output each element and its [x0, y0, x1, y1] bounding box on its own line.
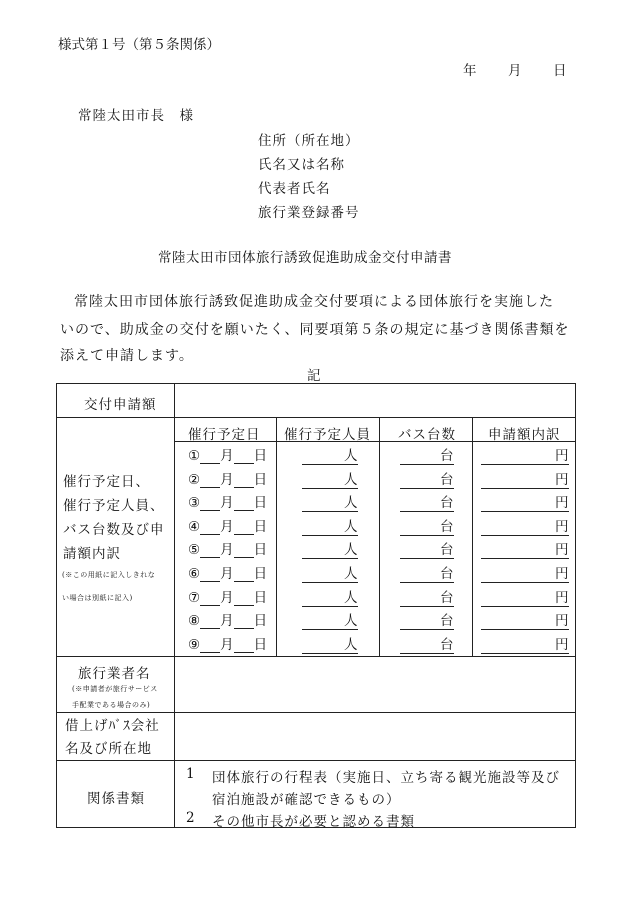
- row-bus[interactable]: [400, 515, 454, 536]
- row-people[interactable]: [302, 538, 358, 559]
- day-unit: 日: [253, 519, 268, 535]
- month-input[interactable]: [200, 496, 220, 511]
- row-people[interactable]: [302, 515, 358, 536]
- bus-input[interactable]: [400, 497, 440, 512]
- bus-input[interactable]: [400, 568, 440, 583]
- month-unit: 月: [220, 448, 234, 464]
- amount-unit: 円: [555, 613, 569, 629]
- column-header-people: 催行予定人員: [284, 427, 371, 443]
- people-input[interactable]: [302, 521, 344, 536]
- month-input[interactable]: [200, 520, 220, 535]
- applicant-name-label: 氏名又は名称: [258, 157, 345, 173]
- travel-agent-note-line-2: 手配業である場合のみ): [72, 701, 151, 709]
- month-unit: 月: [220, 519, 234, 535]
- amount-unit: 円: [555, 519, 569, 535]
- month-input[interactable]: [200, 543, 220, 558]
- related-doc-1-line-2: 宿泊施設が確認できるもの）: [212, 792, 401, 808]
- row-date[interactable]: [188, 609, 267, 629]
- people-input[interactable]: [302, 639, 344, 654]
- month-unit: 月: [220, 637, 234, 653]
- row-number: ⑤: [188, 542, 201, 558]
- row-number: ⑨: [188, 637, 201, 653]
- bus-unit: 台: [440, 613, 454, 629]
- row-number: ④: [188, 519, 201, 535]
- row-date[interactable]: [188, 468, 267, 488]
- amount-input[interactable]: [481, 592, 555, 607]
- row-number: ①: [188, 448, 201, 464]
- month-unit: 月: [220, 566, 234, 582]
- applicant-address-label: 住所（所在地）: [258, 133, 360, 149]
- row-bus[interactable]: [400, 444, 454, 465]
- amount-unit: 円: [555, 472, 569, 488]
- row-date[interactable]: [188, 586, 267, 606]
- bus-company-label-line-2: 名及び所在地: [65, 741, 152, 757]
- row-number: ⑦: [188, 590, 201, 606]
- body-line-1: 常陸太田市団体旅行誘致促進助成金交付要項による団体旅行を実施した: [74, 294, 554, 310]
- month-unit: 月: [220, 495, 234, 511]
- related-doc-1-number: 1: [186, 766, 195, 782]
- bus-input[interactable]: [400, 615, 440, 630]
- month-unit: 月: [220, 542, 234, 558]
- people-unit: 人: [344, 448, 358, 464]
- row-people[interactable]: [302, 562, 358, 583]
- day-input[interactable]: [234, 449, 254, 464]
- day-unit: 日: [253, 590, 268, 606]
- row-amount[interactable]: [481, 444, 569, 465]
- row-number: ②: [188, 472, 201, 488]
- row-number: ⑧: [188, 613, 201, 629]
- amount-input[interactable]: [481, 450, 555, 465]
- amount-input[interactable]: [481, 568, 555, 583]
- bus-input[interactable]: [400, 592, 440, 607]
- row-amount[interactable]: [481, 609, 569, 630]
- people-input[interactable]: [302, 544, 344, 559]
- travel-agent-note-line-1: (※申請者が旅行サービス: [72, 685, 158, 693]
- representative-name-label: 代表者氏名: [258, 181, 331, 197]
- day-input[interactable]: [234, 614, 254, 629]
- row-date[interactable]: [188, 538, 267, 558]
- breakdown-note-line-2: い場合は別紙に記入): [62, 594, 133, 602]
- bus-unit: 台: [440, 495, 454, 511]
- bus-unit: 台: [440, 519, 454, 535]
- row-bus[interactable]: [400, 562, 454, 583]
- row-bus[interactable]: [400, 609, 454, 630]
- people-unit: 人: [344, 590, 358, 606]
- people-unit: 人: [344, 495, 358, 511]
- people-input[interactable]: [302, 615, 344, 630]
- amount-unit: 円: [555, 495, 569, 511]
- related-docs-label: 関係書類: [87, 791, 145, 807]
- row-amount[interactable]: [481, 562, 569, 583]
- row-date[interactable]: [188, 515, 267, 535]
- amount-unit: 円: [555, 448, 569, 464]
- amount-input[interactable]: [481, 521, 555, 536]
- bus-input[interactable]: [400, 474, 440, 489]
- bus-unit: 台: [440, 542, 454, 558]
- month-input[interactable]: [200, 449, 220, 464]
- row-bus[interactable]: [400, 538, 454, 559]
- amount-unit: 円: [555, 590, 569, 606]
- row-amount[interactable]: [481, 538, 569, 559]
- amount-unit: 円: [555, 566, 569, 582]
- amount-input[interactable]: [481, 639, 555, 654]
- related-doc-1-line-1: 団体旅行の行程表（実施日、立ち寄る観光施設等及び: [212, 770, 560, 786]
- day-unit: 日: [253, 613, 268, 629]
- row-number: ③: [188, 495, 201, 511]
- row-date[interactable]: [188, 633, 267, 653]
- body-line-3: 添えて申請します。: [60, 348, 194, 364]
- bus-input[interactable]: [400, 639, 440, 654]
- people-unit: 人: [344, 566, 358, 582]
- day-input[interactable]: [234, 543, 254, 558]
- date-month-label: 月: [508, 63, 522, 79]
- row-people[interactable]: [302, 444, 358, 465]
- day-input[interactable]: [234, 496, 254, 511]
- people-unit: 人: [344, 472, 358, 488]
- row-people[interactable]: [302, 491, 358, 512]
- bus-input[interactable]: [400, 544, 440, 559]
- bus-input[interactable]: [400, 450, 440, 465]
- travel-agent-label: 旅行業者名: [78, 666, 151, 682]
- people-unit: 人: [344, 613, 358, 629]
- ki-label: 記: [307, 368, 321, 384]
- month-unit: 月: [220, 613, 234, 629]
- bus-unit: 台: [440, 472, 454, 488]
- column-header-amount: 申請額内訳: [488, 427, 561, 443]
- column-header-date: 催行予定日: [188, 427, 261, 443]
- month-input[interactable]: [200, 567, 220, 582]
- month-input[interactable]: [200, 591, 220, 606]
- bus-company-label-line-1: 借上げﾊﾞｽ会社: [65, 718, 160, 734]
- row-people[interactable]: [302, 468, 358, 489]
- row-bus[interactable]: [400, 468, 454, 489]
- row-bus[interactable]: [400, 633, 454, 654]
- breakdown-label-line-4: 請額内訳: [63, 546, 121, 562]
- row-people[interactable]: [302, 633, 358, 654]
- bus-unit: 台: [440, 448, 454, 464]
- people-input[interactable]: [302, 568, 344, 583]
- row-bus[interactable]: [400, 491, 454, 512]
- related-doc-2-line-1: その他市長が必要と認める書類: [212, 814, 415, 830]
- people-input[interactable]: [302, 592, 344, 607]
- related-doc-2-number: 2: [186, 810, 195, 826]
- document-title: 常陸太田市団体旅行誘致促進助成金交付申請書: [158, 250, 452, 266]
- date-year-label: 年: [463, 63, 477, 79]
- month-unit: 月: [220, 472, 234, 488]
- grant-amount-field[interactable]: [176, 386, 572, 414]
- breakdown-label-line-3: バス台数及び申: [63, 522, 165, 538]
- row-number: ⑥: [188, 566, 201, 582]
- row-people[interactable]: [302, 586, 358, 607]
- column-header-bus: バス台数: [398, 427, 456, 443]
- day-input[interactable]: [234, 591, 254, 606]
- day-input[interactable]: [234, 520, 254, 535]
- row-date[interactable]: [188, 491, 267, 511]
- amount-input[interactable]: [481, 474, 555, 489]
- row-amount[interactable]: [481, 491, 569, 512]
- amount-input[interactable]: [481, 497, 555, 512]
- month-input[interactable]: [200, 638, 220, 653]
- bus-input[interactable]: [400, 521, 440, 536]
- bus-unit: 台: [440, 566, 454, 582]
- form-number: 様式第１号（第５条関係）: [58, 37, 220, 53]
- day-unit: 日: [253, 542, 268, 558]
- bus-unit: 台: [440, 590, 454, 606]
- row-amount[interactable]: [481, 633, 569, 654]
- breakdown-note-line-1: (※この用紙に記入しきれな: [62, 571, 156, 579]
- addressee: 常陸太田市長 様: [78, 108, 194, 124]
- amount-unit: 円: [555, 542, 569, 558]
- month-input[interactable]: [200, 473, 220, 488]
- row-amount[interactable]: [481, 515, 569, 536]
- row-amount[interactable]: [481, 586, 569, 607]
- row-bus[interactable]: [400, 586, 454, 607]
- people-input[interactable]: [302, 497, 344, 512]
- day-input[interactable]: [234, 567, 254, 582]
- people-unit: 人: [344, 519, 358, 535]
- body-line-2: いので、助成金の交付を願いたく、同要項第５条の規定に基づき関係書類を: [60, 322, 570, 338]
- amount-input[interactable]: [481, 615, 555, 630]
- row-date[interactable]: [188, 562, 267, 582]
- day-input[interactable]: [234, 473, 254, 488]
- day-unit: 日: [253, 448, 268, 464]
- month-unit: 月: [220, 590, 234, 606]
- travel-agent-field[interactable]: [176, 659, 572, 709]
- day-unit: 日: [253, 566, 268, 582]
- month-input[interactable]: [200, 614, 220, 629]
- day-input[interactable]: [234, 638, 254, 653]
- people-unit: 人: [344, 542, 358, 558]
- day-unit: 日: [253, 495, 268, 511]
- day-unit: 日: [253, 637, 268, 653]
- bus-unit: 台: [440, 637, 454, 653]
- date-day-label: 日: [553, 63, 567, 79]
- people-input[interactable]: [302, 474, 344, 489]
- bus-company-field[interactable]: [176, 715, 572, 757]
- row-date[interactable]: [188, 444, 267, 464]
- people-input[interactable]: [302, 450, 344, 465]
- amount-input[interactable]: [481, 544, 555, 559]
- day-unit: 日: [253, 472, 268, 488]
- amount-unit: 円: [555, 637, 569, 653]
- row-amount[interactable]: [481, 468, 569, 489]
- people-unit: 人: [344, 637, 358, 653]
- travel-registration-label: 旅行業登録番号: [258, 205, 360, 221]
- row-people[interactable]: [302, 609, 358, 630]
- breakdown-label-line-1: 催行予定日、: [63, 474, 150, 490]
- grant-amount-label: 交付申請額: [84, 397, 157, 413]
- breakdown-label-line-2: 催行予定人員、: [63, 498, 165, 514]
